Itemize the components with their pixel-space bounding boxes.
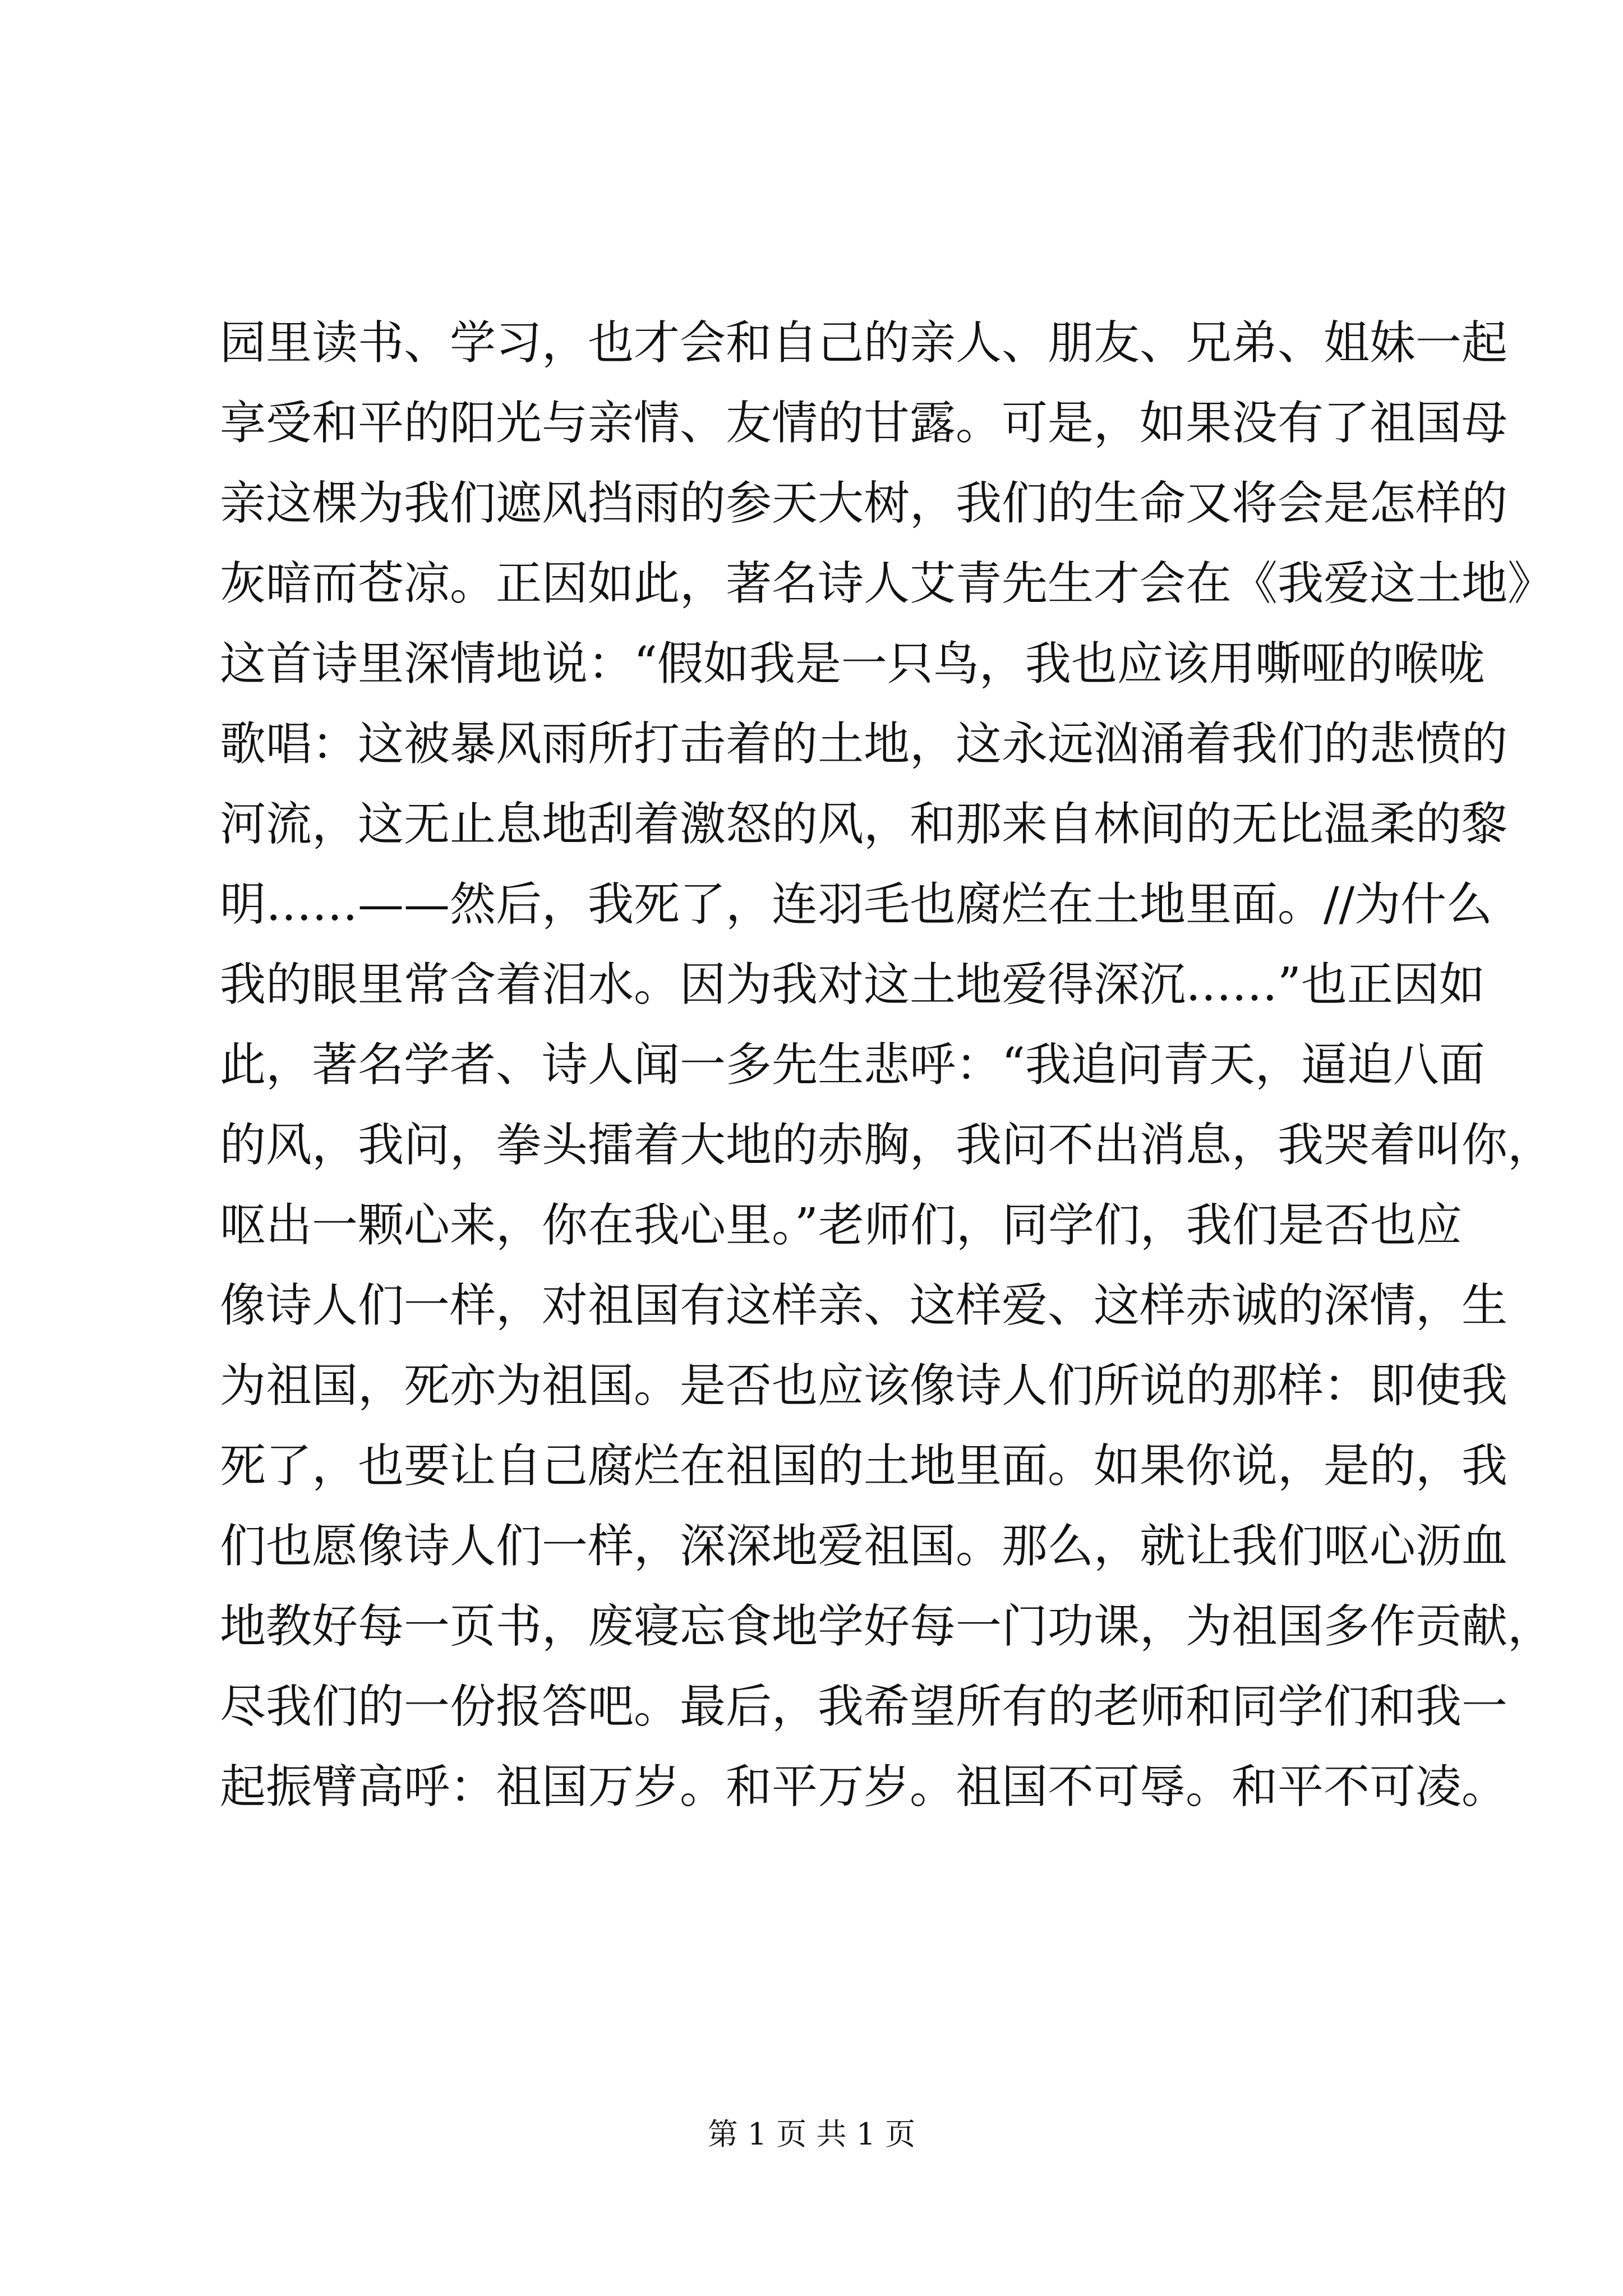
text-line: 园里读书、学习，也才会和自己的亲人、朋友、兄弟、姐妹一起 — [220, 316, 1508, 370]
text-line: 这首诗里深情地说：“假如我是一只鸟，我也应该用嘶哑的喉咙 — [220, 637, 1485, 691]
text-line: 尽我们的一份报答吧。最后，我希望所有的老师和同学们和我一 — [220, 1680, 1508, 1733]
text-line: 享受和平的阳光与亲情、友情的甘露。可是，如果没有了祖国母 — [220, 397, 1508, 450]
text-line: 歌唱：这被暴风雨所打击着的土地，这永远汹涌着我们的悲愤的 — [220, 717, 1508, 771]
text-line: 我的眼里常含着泪水。因为我对这土地爱得深沉……”也正因如 — [220, 958, 1485, 1011]
text-line: 为祖国，死亦为祖国。是否也应该像诗人们所说的那样：即使我 — [220, 1359, 1508, 1412]
text-line: 此，著名学者、诗人闻一多先生悲呼：“我追问青天，逼迫八面 — [220, 1038, 1485, 1092]
text-line: 死了，也要让自己腐烂在祖国的土地里面。如果你说，是的，我 — [220, 1439, 1508, 1493]
text-line: 的风，我问，拳头擂着大地的赤胸，我问不出消息，我哭着叫你， — [220, 1119, 1554, 1172]
text-line: 像诗人们一样，对祖国有这样亲、这样爱、这样赤诚的深情，生 — [220, 1279, 1508, 1332]
text-line: 们也愿像诗人们一样，深深地爱祖国。那么，就让我们呕心沥血 — [220, 1520, 1508, 1573]
text-line: 呕出一颗心来，你在我心里。”老师们，同学们，我们是否也应 — [220, 1199, 1462, 1252]
text-line: 河流，这无止息地刮着激怒的风，和那来自林间的无比温柔的黎 — [220, 798, 1508, 851]
text-line: 地教好每一页书，废寝忘食地学好每一门功课，为祖国多作贡献， — [220, 1600, 1554, 1653]
text-line: 灰暗而苍凉。正因如此，著名诗人艾青先生才会在《我爱这土地》 — [220, 557, 1554, 610]
page-footer: 第 1 页 共 1 页 — [707, 2116, 916, 2152]
body-text — [220, 303, 1554, 1827]
text-line: 明……——然后，我死了，连羽毛也腐烂在土地里面。//为什么 — [220, 878, 1493, 931]
text-line: 起振臂高呼：祖国万岁。和平万岁。祖国不可辱。和平不可凌。 — [220, 1760, 1508, 1814]
text-line: 亲这棵为我们遮风挡雨的参天大树，我们的生命又将会是怎样的 — [220, 477, 1508, 530]
